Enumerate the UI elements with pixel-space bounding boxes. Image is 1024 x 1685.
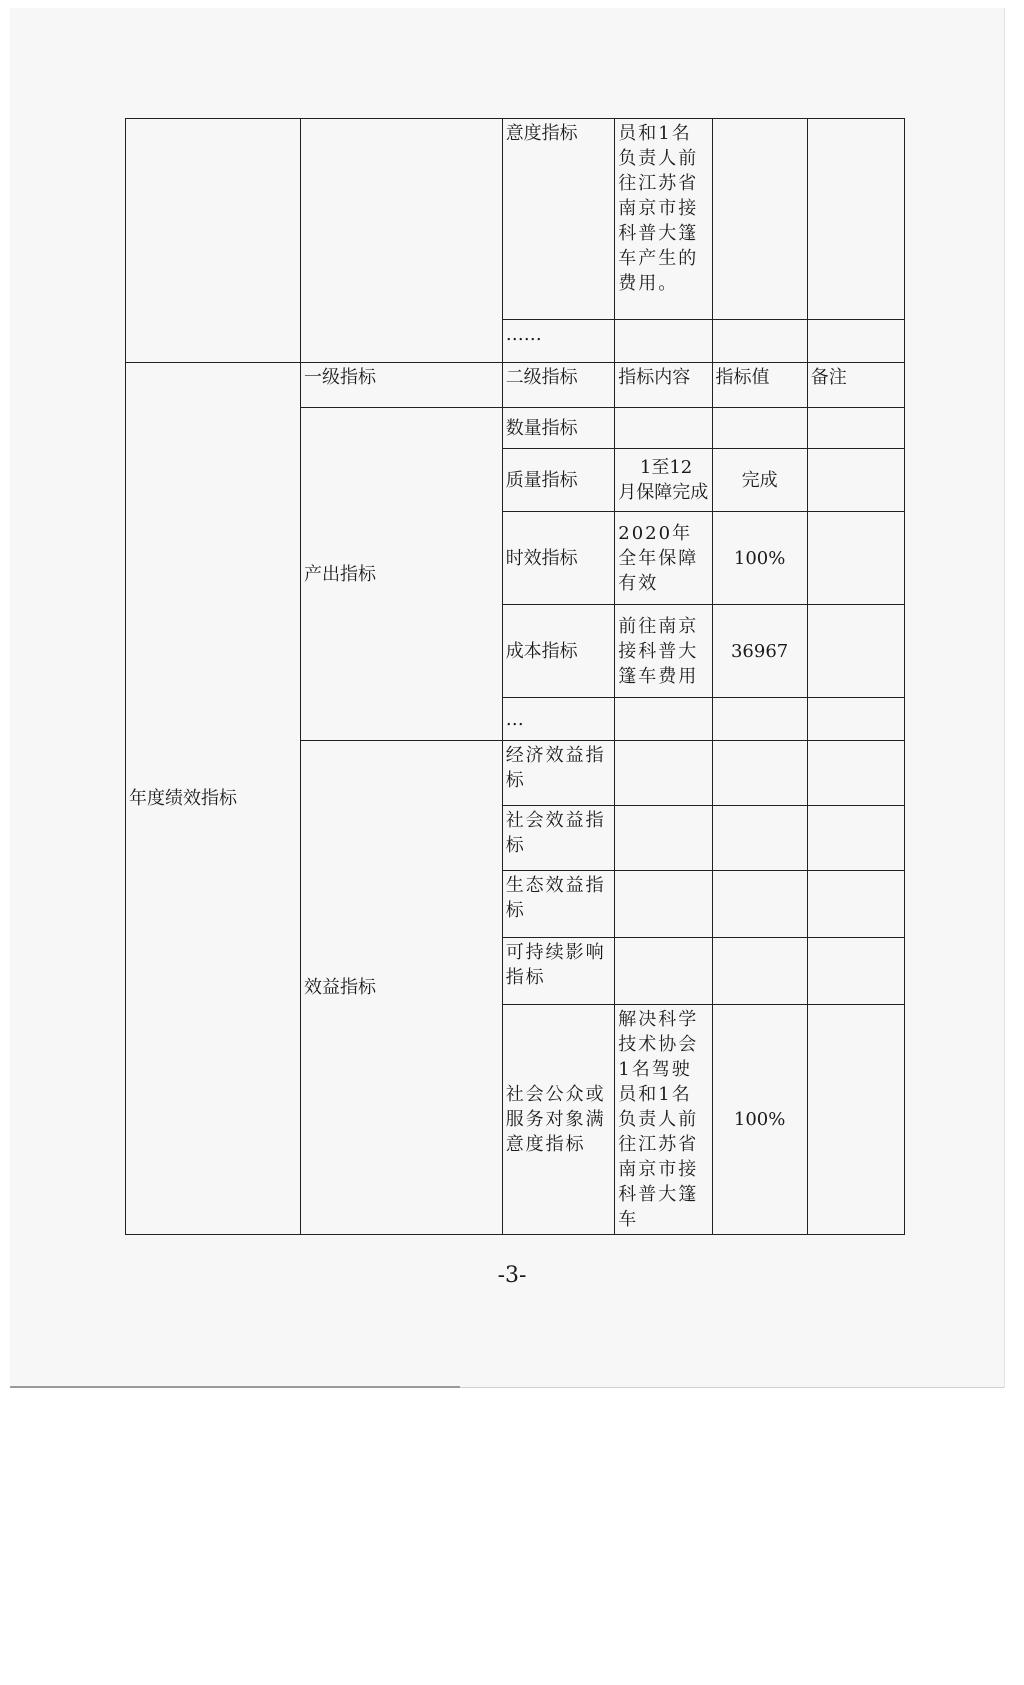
header-level1: 一级指标 <box>301 363 503 408</box>
note-cell <box>807 938 904 1005</box>
annual-performance-label: 年度绩效指标 <box>126 363 301 1235</box>
table-row <box>126 119 905 320</box>
note-cell <box>807 806 904 871</box>
indicator-value-cell <box>712 871 807 938</box>
note-cell <box>807 1005 904 1235</box>
indicator-content-cell <box>615 806 712 871</box>
indicator-value-cell: 100% <box>712 512 807 605</box>
performance-indicator-table <box>125 118 905 1235</box>
indicator-value-cell <box>712 806 807 871</box>
level2-indicator-cell: 成本指标 <box>502 605 615 698</box>
indicator-content-cell: 2020年全年保障有效 <box>615 512 712 605</box>
note-cell <box>807 698 904 741</box>
level2-indicator-cell: 时效指标 <box>502 512 615 605</box>
level2-indicator-cell: 经济效益指标 <box>502 741 615 806</box>
page-number: -3- <box>497 1263 527 1288</box>
indicator-value-cell: 100% <box>712 1005 807 1235</box>
indicator-content-cell: 解决科学技术协会1名驾驶员和1名负责人前往江苏省南京市接科普大篷车 <box>615 1005 712 1235</box>
indicator-content-cell <box>615 938 712 1005</box>
table-cell <box>126 119 301 363</box>
level2-indicator-cell: 社会公众或服务对象满意度指标 <box>502 1005 615 1235</box>
indicator-content-cell: 员和1名负责人前往江苏省南京市接科普大篷车产生的费用。 <box>615 119 712 320</box>
table-cell <box>615 320 712 363</box>
indicator-value-cell <box>712 408 807 449</box>
header-note: 备注 <box>807 363 904 408</box>
indicator-content-cell: 1至12月保障完成 <box>615 449 712 512</box>
note-cell <box>807 119 904 320</box>
table-cell <box>301 119 503 363</box>
indicator-content-cell <box>615 698 712 741</box>
level2-indicator-cell: 数量指标 <box>502 408 615 449</box>
indicator-value-cell <box>712 938 807 1005</box>
indicator-value-cell: 36967 <box>712 605 807 698</box>
level2-indicator-cell: 意度指标 <box>502 119 615 320</box>
header-level2: 二级指标 <box>502 363 615 408</box>
note-cell <box>807 449 904 512</box>
benefit-indicator-label: 效益指标 <box>301 741 503 1235</box>
indicator-content-cell <box>615 871 712 938</box>
ellipsis-cell: … <box>502 698 615 741</box>
page-edge <box>460 1387 1004 1388</box>
indicator-value-cell <box>712 119 807 320</box>
output-indicator-label: 产出指标 <box>301 408 503 741</box>
note-cell <box>807 408 904 449</box>
note-cell <box>807 871 904 938</box>
header-value: 指标值 <box>712 363 807 408</box>
ellipsis-cell: …… <box>502 320 615 363</box>
indicator-value-cell <box>712 698 807 741</box>
indicator-content-cell <box>615 408 712 449</box>
level2-indicator-cell: 生态效益指标 <box>502 871 615 938</box>
indicator-value-cell: 完成 <box>712 449 807 512</box>
indicator-content-cell: 前往南京接科普大篷车费用 <box>615 605 712 698</box>
level2-indicator-cell: 可持续影响指标 <box>502 938 615 1005</box>
indicator-value-cell <box>712 741 807 806</box>
level2-indicator-cell: 质量指标 <box>502 449 615 512</box>
table-header-row <box>126 363 905 408</box>
indicator-content-cell <box>615 741 712 806</box>
level2-indicator-cell: 社会效益指标 <box>502 806 615 871</box>
table-cell <box>807 320 904 363</box>
page-edge <box>10 1386 460 1388</box>
note-cell <box>807 741 904 806</box>
table-cell <box>712 320 807 363</box>
note-cell <box>807 605 904 698</box>
header-content: 指标内容 <box>615 363 712 408</box>
note-cell <box>807 512 904 605</box>
